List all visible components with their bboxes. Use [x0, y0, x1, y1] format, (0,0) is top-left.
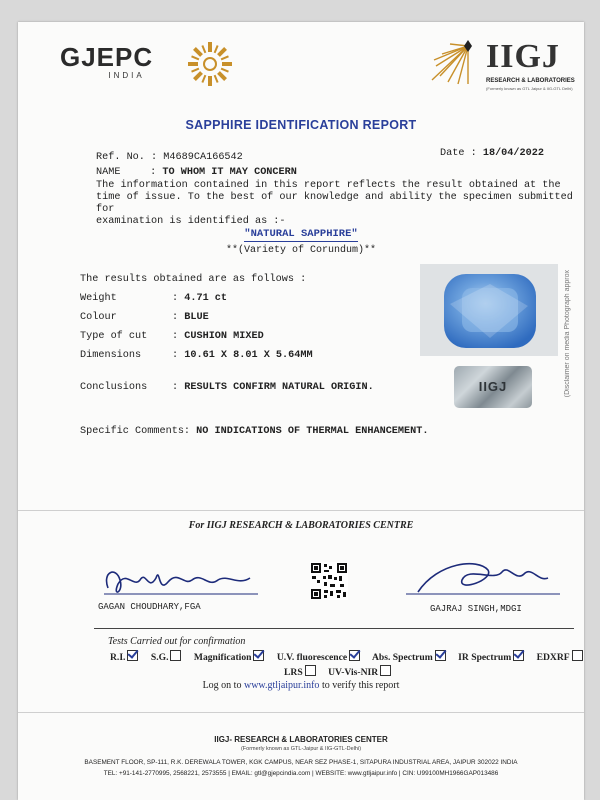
conclusions-value: RESULTS CONFIRM NATURAL ORIGIN.: [184, 382, 374, 393]
photo-disclaimer: (Disclaimer on media Photograph approx: [564, 270, 571, 398]
test-checkbox-ri[interactable]: [127, 650, 138, 661]
footer-formerly: (Formerly known as GTL-Jaipur & IIG-GTL-Delhi): [240, 746, 362, 752]
variety-note: **(Variety of Corundum)**: [225, 245, 377, 256]
result-label: Dimensions: [80, 350, 142, 361]
date-label: Date: [440, 148, 465, 159]
verify-prefix: Log on to: [202, 680, 242, 691]
result-value: 10.61 X 8.01 X 5.64MM: [184, 350, 313, 361]
divider: [18, 510, 584, 511]
signatory-right-name: GAJRAJ SINGH,MDGI: [430, 604, 522, 614]
gjepc-logo: [60, 42, 153, 80]
comments-value: NO INDICATIONS OF THERMAL ENHANCEMENT.: [196, 426, 429, 437]
result-row-cut: Type of cut : CUSHION MIXED: [80, 331, 264, 342]
result-label: Colour: [80, 312, 117, 323]
hologram-seal: [454, 366, 532, 408]
ref-sep: :: [151, 152, 158, 163]
test-checkbox-uv[interactable]: [349, 650, 360, 661]
comments-label: Specific Comments:: [80, 426, 191, 437]
footer-divider: [18, 712, 584, 713]
test-checkbox-sg[interactable]: [170, 650, 181, 661]
test-checkbox-magnification[interactable]: [253, 650, 264, 661]
ref-value: M4689CA166542: [163, 152, 243, 163]
verify-suffix: to verify this report: [321, 680, 400, 691]
qr-code-icon: [310, 562, 348, 600]
iigj-logo-tagline: (Formerly known as GTL Jaipur & IIG-GTL Delhi): [486, 86, 573, 91]
date-row: [440, 148, 544, 159]
result-row-weight: Weight : 4.71 ct: [80, 293, 228, 304]
result-label: Weight: [80, 293, 117, 304]
tests-heading: Tests Carried out for confirmation: [108, 636, 246, 647]
result-value: CUSHION MIXED: [184, 331, 264, 342]
test-checkbox-abs-spectrum[interactable]: [435, 650, 446, 661]
test-label: S.G.: [150, 652, 169, 663]
verify-line: [18, 680, 584, 691]
name-row: [96, 167, 297, 178]
name-value: TO WHOM IT MAY CONCERN: [162, 167, 297, 178]
result-row-colour: Colour : BLUE: [80, 312, 209, 323]
result-label: Type of cut: [80, 331, 148, 342]
test-label: R.I.: [110, 652, 126, 663]
test-label: Magnification: [193, 652, 252, 663]
iigj-logo-subtext: RESEARCH & LABORATORIES: [486, 78, 575, 84]
date-sep: :: [470, 148, 477, 159]
comments-row: [80, 426, 429, 437]
test-label: EDXRF: [536, 652, 570, 663]
signatory-left-name: GAGAN CHOUDHARY,FGA: [98, 602, 201, 612]
test-checkbox-lrs[interactable]: [305, 665, 316, 676]
gem-photo: [420, 264, 558, 356]
tests-row-1: [110, 650, 593, 663]
intro-line: The information contained in this report reflects the result obtained at the: [96, 180, 561, 191]
sapphire-image: [420, 264, 558, 356]
verify-link[interactable]: www.gtljaipur.info: [243, 680, 320, 691]
tests-row-2: [284, 665, 401, 678]
conclusions-row: Conclusions : RESULTS CONFIRM NATURAL ORIGIN.: [80, 382, 374, 393]
test-checkbox-ir-spectrum[interactable]: [513, 650, 524, 661]
signature-left: [98, 558, 268, 602]
result-value: BLUE: [184, 312, 209, 323]
iigj-logo-text: IIGJ: [486, 38, 560, 75]
tests-divider: [94, 628, 574, 629]
test-label: Abs. Spectrum: [372, 652, 433, 663]
conclusions-label: Conclusions: [80, 382, 148, 393]
name-label: NAME: [96, 167, 121, 178]
footer-contact: TEL: +91-141-2770995, 2568221, 2573555 | EMAIL: gtl@gjepcindia.com | WEBSITE: www.gtljaipur.info | CIN: U99100MH1966GAP013486: [103, 770, 499, 777]
footer-address: BASEMENT FLOOR, SP-111, R.K. DEREWALA TOWER, KGK CAMPUS, NEAR SEZ PHASE-1, SITAPURA INDUSTRIAL AREA, JAIPUR 302022 INDIA: [84, 759, 518, 766]
for-line: For IIGJ RESEARCH & LABORATORIES CENTRE: [188, 520, 414, 531]
gjepc-logo-subtext: INDIA: [108, 71, 145, 80]
iigj-starburst-icon: [428, 36, 482, 86]
results-intro: The results obtained are as follows :: [80, 274, 307, 285]
intro-paragraph: [96, 180, 584, 228]
identification-result: "NATURAL SAPPHIRE": [244, 228, 358, 240]
test-label: IR Spectrum: [458, 652, 512, 663]
report-title: SAPPHIRE IDENTIFICATION REPORT: [185, 118, 417, 132]
ref-label: Ref. No.: [96, 152, 145, 163]
ref-row: [96, 152, 243, 163]
gjepc-logo-text: GJEPC: [60, 42, 154, 72]
intro-line: examination is identified as :-: [96, 216, 286, 227]
test-label: U.V. fluorescence: [276, 652, 348, 663]
test-label: UV-Vis-NIR: [328, 667, 379, 678]
test-checkbox-edxrf[interactable]: [572, 650, 583, 661]
result-row-dimensions: Dimensions : 10.61 X 8.01 X 5.64MM: [80, 350, 313, 361]
test-checkbox-uv-vis-nir[interactable]: [380, 665, 391, 676]
result-value: 4.71 ct: [184, 293, 228, 304]
name-sep: :: [150, 167, 157, 178]
intro-line: time of issue. To the best of our knowledge and ability the specimen submitted for: [96, 192, 573, 215]
signature-right: [398, 552, 568, 604]
gjepc-sun-icon: [186, 40, 234, 88]
report-sheet: [18, 22, 584, 800]
hologram-text: IIGJ: [478, 379, 508, 394]
test-label: LRS: [284, 667, 303, 678]
date-value: 18/04/2022: [482, 148, 544, 159]
footer-org: IIGJ- RESEARCH & LABORATORIES CENTER: [214, 735, 388, 744]
